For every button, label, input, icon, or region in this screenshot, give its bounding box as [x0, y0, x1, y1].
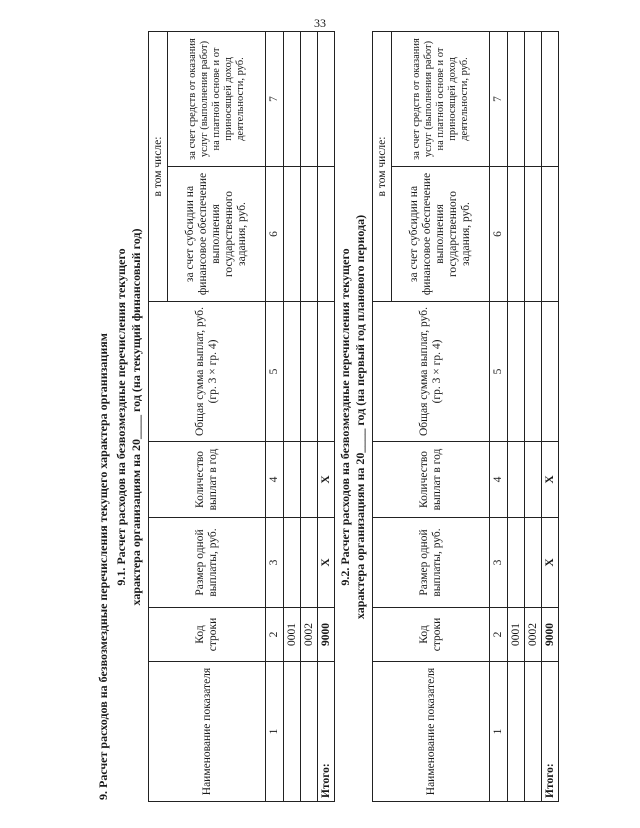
subsection-title-line: характера организациям на 20____ год (на текущий финансовый год)	[129, 228, 143, 606]
total-count: Х	[318, 442, 335, 518]
column-number: 4	[490, 442, 508, 518]
page-number: 33	[314, 16, 326, 30]
total-row	[542, 31, 559, 801]
row-name-cell[interactable]	[508, 662, 525, 802]
total-cell[interactable]	[508, 302, 525, 442]
document-content	[88, 32, 558, 802]
table-row	[284, 31, 301, 801]
total-subsidy-cell[interactable]	[318, 167, 335, 302]
column-number: 7	[490, 31, 508, 166]
total-row	[318, 31, 335, 801]
header-code: Код строки	[149, 608, 266, 662]
column-number: 7	[266, 31, 284, 166]
total-payment-size: Х	[318, 518, 335, 608]
table-row	[508, 31, 525, 801]
subsection-title-line: характера организациям на 20____ год (на первый год планового периода)	[353, 214, 367, 620]
header-total: Общая сумма выплат, руб. (гр. 3 × гр. 4)	[373, 302, 490, 442]
column-number: 6	[490, 167, 508, 302]
header-payment-size: Размер одной выплаты, руб.	[149, 518, 266, 608]
row-name-cell[interactable]	[284, 662, 301, 802]
count-cell[interactable]	[301, 442, 318, 518]
header-subsidy: за счет субсидии на финансовое обеспечение выполнения государственного задания, руб.	[392, 167, 490, 302]
payment-size-cell[interactable]	[508, 518, 525, 608]
header-subsidy: за счет субсидии на финансовое обеспечение выполнения государственного задания, руб.	[168, 167, 266, 302]
subsidy-cell[interactable]	[301, 167, 318, 302]
column-number: 4	[266, 442, 284, 518]
row-code-cell: 0002	[301, 608, 318, 662]
header-including: в том числе:	[373, 31, 392, 301]
header-name: Наименование показателя	[149, 662, 266, 802]
header-payment-size: Размер одной выплаты, руб.	[373, 518, 490, 608]
column-number: 1	[490, 662, 508, 802]
header-code: Код строки	[373, 608, 490, 662]
count-cell[interactable]	[525, 442, 542, 518]
count-cell[interactable]	[284, 442, 301, 518]
header-income: за счет средств от оказания услуг (выполнения работ) на платной основе и от приносящей доход деятельности, руб.	[392, 31, 490, 166]
column-number: 5	[266, 302, 284, 442]
row-code-cell: 0001	[284, 608, 301, 662]
payment-size-cell[interactable]	[525, 518, 542, 608]
table-row	[301, 31, 318, 801]
income-cell[interactable]	[301, 31, 318, 166]
section-title: 9. Расчет расходов на безвозмездные перечисления текущего характера организациям	[96, 333, 110, 800]
row-name-cell[interactable]	[525, 662, 542, 802]
row-code-cell: 0002	[525, 608, 542, 662]
count-cell[interactable]	[508, 442, 525, 518]
calculation-table-9-1	[148, 31, 335, 802]
column-number: 5	[490, 302, 508, 442]
total-cell[interactable]	[301, 302, 318, 442]
column-number: 3	[490, 518, 508, 608]
total-cell[interactable]	[284, 302, 301, 442]
header-count: Количество выплат в год	[373, 442, 490, 518]
income-cell[interactable]	[525, 31, 542, 166]
total-count: Х	[542, 442, 559, 518]
subsidy-cell[interactable]	[284, 167, 301, 302]
income-cell[interactable]	[284, 31, 301, 166]
header-name: Наименование показателя	[373, 662, 490, 802]
header-count: Количество выплат в год	[149, 442, 266, 518]
total-code: 9000	[542, 608, 559, 662]
total-payment-size: Х	[542, 518, 559, 608]
subsection-9-1-title	[114, 32, 144, 802]
column-number: 1	[266, 662, 284, 802]
total-income-cell[interactable]	[318, 31, 335, 166]
column-number: 6	[266, 167, 284, 302]
total-income-cell[interactable]	[542, 31, 559, 166]
row-name-cell[interactable]	[301, 662, 318, 802]
subsection-title-line: 9.2. Расчет расходов на безвозмездные перечисления текущего	[338, 248, 352, 586]
calculation-table-9-2	[372, 31, 559, 802]
payment-size-cell[interactable]	[301, 518, 318, 608]
total-code: 9000	[318, 608, 335, 662]
column-number: 2	[490, 608, 508, 662]
payment-size-cell[interactable]	[284, 518, 301, 608]
subsection-9-2-title	[338, 32, 368, 802]
header-income: за счет средств от оказания услуг (выполнения работ) на платной основе и от приносящей доход деятельности, руб.	[168, 31, 266, 166]
total-cell[interactable]	[525, 302, 542, 442]
row-code-cell: 0001	[508, 608, 525, 662]
income-cell[interactable]	[508, 31, 525, 166]
header-including: в том числе:	[149, 31, 168, 301]
header-total: Общая сумма выплат, руб. (гр. 3 × гр. 4)	[149, 302, 266, 442]
table-row	[525, 31, 542, 801]
column-number: 2	[266, 608, 284, 662]
total-label: Итого:	[542, 662, 559, 802]
subsidy-cell[interactable]	[508, 167, 525, 302]
subsidy-cell[interactable]	[525, 167, 542, 302]
total-subsidy-cell[interactable]	[542, 167, 559, 302]
column-number: 3	[266, 518, 284, 608]
subsection-title-line: 9.1. Расчет расходов на безвозмездные перечисления текущего	[114, 248, 128, 586]
total-sum-cell[interactable]	[542, 302, 559, 442]
total-label: Итого:	[318, 662, 335, 802]
total-sum-cell[interactable]	[318, 302, 335, 442]
